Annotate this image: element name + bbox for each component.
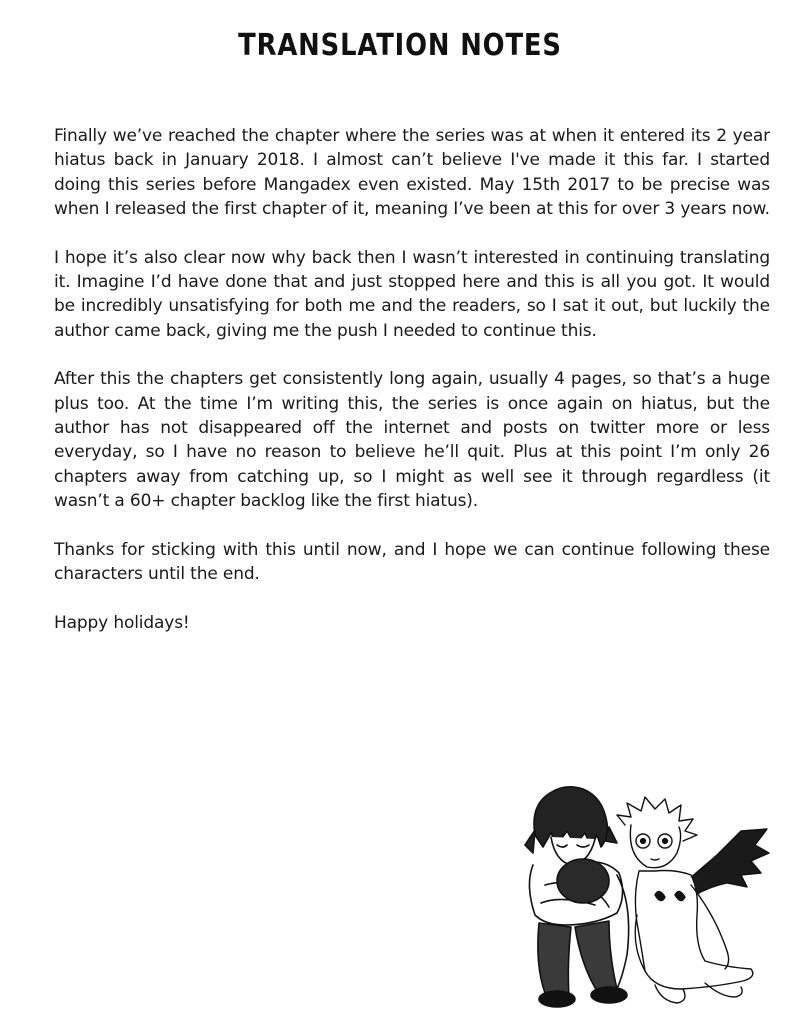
page-title: TRANSLATION NOTES bbox=[238, 28, 562, 63]
seated-character-figure bbox=[525, 787, 629, 1007]
paragraph-3: After this the chapters get consistently long again, usually 4 pages, so that’s a huge plus too. At the time I’m writing this, the series is once again on hiatus, but the author has not disappeared off the internet and posts on twitter more or less everyday, so I have no reason to believe he’ll quit. Plus at this point I’m only 26 chapters away from catching up, so I might as well see it through regardless (it wasn’t a 60+ chapter backlog like the first hiatus). bbox=[54, 369, 770, 512]
paragraph-5: Happy holidays! bbox=[54, 612, 190, 633]
paragraph-4: Thanks for sticking with this until now, and I hope we can continue following these characters until the end. bbox=[54, 539, 770, 585]
characters-illustration bbox=[505, 775, 785, 1015]
notes-body bbox=[54, 124, 770, 659]
winged-character-figure bbox=[617, 797, 769, 1003]
paragraph-2: I hope it’s also clear now why back then I wasn’t interested in continuing translating it. Imagine I’d have done that and just stopped here and this is all you got. It would be incredibly unsatisfying for both me and the readers, so I sat it out, but luckily the author came back, giving me the push I needed to continue this. bbox=[54, 247, 770, 341]
paragraph-1: Finally we’ve reached the chapter where the series was at when it entered its 2 year hiatus back in January 2018. I almost can’t believe I've made it this far. I started doing this series before Mangadex even existed. May 15th 2017 to be precise was when I released the first chapter of it, meaning I’ve been at this for over 3 years now. bbox=[54, 126, 770, 220]
